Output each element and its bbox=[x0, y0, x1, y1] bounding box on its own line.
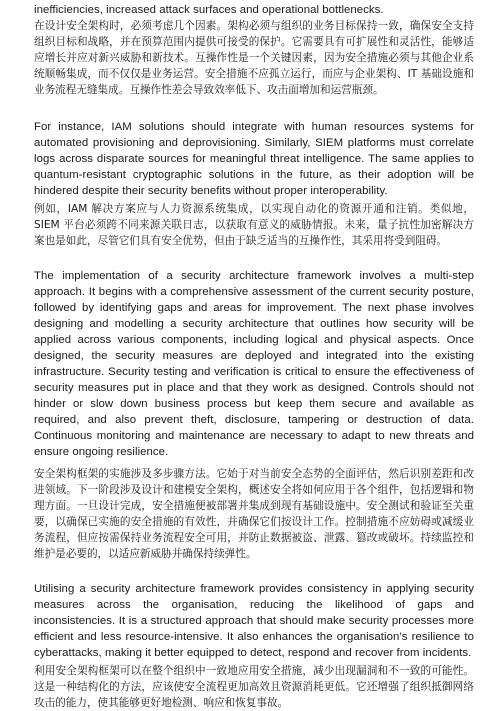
paragraph-en-0: inefficiencies, increased attack surfaces and operational bottlenecks. bbox=[34, 4, 384, 16]
paragraph-zh-2: 例如，IAM 解决方案应与人力资源系统集成，以实现自动化的资源开通和注销。类似地，SIEM 平台必须跨不同来源关联日志，以获取有意义的威胁情报。未来，量子抗性加密解决方案也是如此，尽管它们具有安全优势，但由于缺乏适当的互操作性，其采用将受到阻碍。 bbox=[34, 203, 474, 247]
paragraph-zh-4: 利用安全架构框架可以在整个组织中一致地应用安全措施，减少出现漏洞和不一致的可能性。这是一种结构化的方法，应该使安全流程更加高效且资源消耗更低。它还增强了组织抵御网络攻击的能力，使其能够更好地检测、响应和恢复事故。 bbox=[34, 665, 474, 709]
paragraph-en-3: The implementation of a security architecture framework involves a multi-step approach. It begins with a comprehensive assessment of the current security posture, followed by identifying gaps and areas for improvement. The next phase involves designing and modelling a security architecture that outlines how security will be applied across various components, including logical and physical aspects. Once designed, the security measures are deployed and integrated into the existing infrastructure. Security testing and verification is critical to ensure the effectiveness of security measures put in place and that they work as designed. Controls should not hinder or slow down business process but keep them secure and available as required, and also prevent theft, disclosure, tampering or destruction of data. Continuous monitoring and maintenance are necessary to adapt to new threats and ensure ongoing resilience. bbox=[34, 270, 474, 458]
document-body bbox=[34, 2, 474, 711]
paragraph-en-2: For instance, IAM solutions should integrate with human resources systems for automated provisioning and deprovisioning. Similarly, SIEM platforms must correlate logs across disparate sources for meaningful threat intelligence. The same applies to quantum-resistant cryptographic solutions in the future, as their adoption will be hindered despite their security benefits without proper interoperability. bbox=[34, 121, 474, 197]
paragraph-en-4: Utilising a security architecture framework provides consistency in applying security measures across the organisation, reducing the likelihood of gaps and inconsistencies. It is a structured approach that should make security processes more efficient and less resource-intensive. It also enhances the organisation’s resilience to cyberattacks, making it better equipped to detect, respond and recover from incidents. bbox=[34, 583, 474, 659]
paragraph-zh-1: 在设计安全架构时，必须考虑几个因素。架构必须与组织的业务目标保持一致，确保安全支持组织目标和战略，并在预算范围内提供可接受的保护。它需要具有可扩展性和灵活性，能够适应增长并应对新兴威胁和新技术。互操作性是一个关键因素，因为安全措施必须与其他企业系统顺畅集成，而不仅仅是业务运营。安全措施不应孤立运行，而应与企业架构、IT 基础设施和业务流程无缝集成。互操作性差会导致效率低下、攻击面增加和运营瓶颈。 bbox=[34, 20, 474, 96]
paragraph-zh-3: 安全架构框架的实施涉及多步骤方法。它始于对当前安全态势的全面评估，然后识别差距和改进领域。下一阶段涉及设计和建模安全架构，概述安全将如何应用于各个组件，包括逻辑和物理方面。一旦设计完成，安全措施便被部署并集成到现有基础设施中。安全测试和验证至关重要，以确保已实施的安全措施的有效性，并确保它们按设计工作。控制措施不应妨碍或减缓业务流程，但应按需保持业务流程安全可用，并防止数据被盗、泄露、篡改或破坏。持续监控和维护是必要的，以适应新威胁并确保持续弹性。 bbox=[34, 468, 474, 560]
